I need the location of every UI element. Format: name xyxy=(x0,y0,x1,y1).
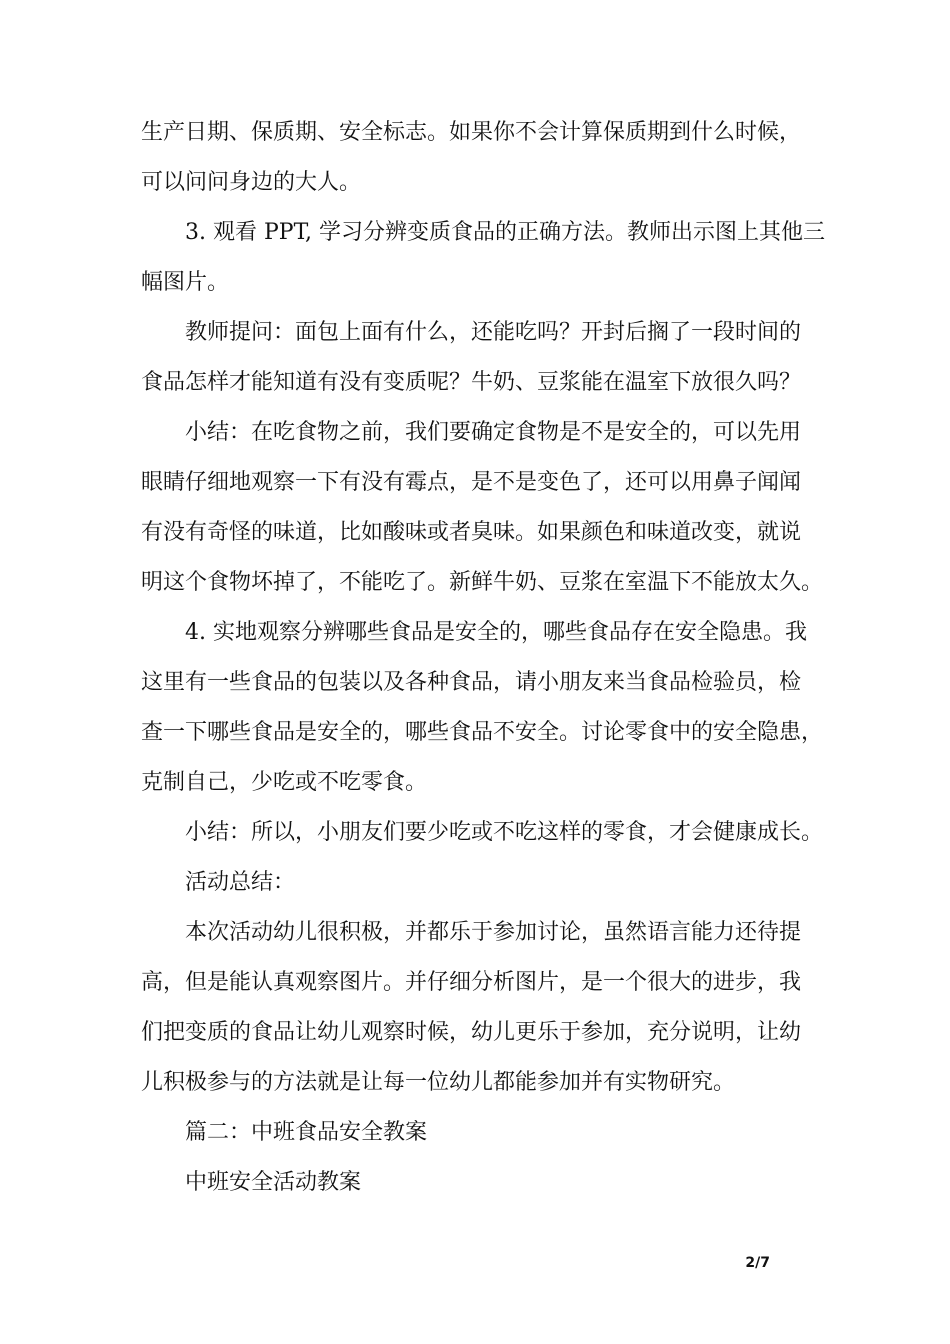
text-line: 3. 观看 PPT, 学习分辨变质食品的正确方法。教师出示图上其他三 xyxy=(185,220,826,245)
text-line: 儿积极参与的方法就是让每一位幼儿都能参加并有实物研究。 xyxy=(141,1070,736,1095)
text-line: 食品怎样才能知道有没有变质呢？牛奶、豆浆能在温室下放很久吗？ xyxy=(141,370,802,395)
text-line: 可以问问身边的大人。 xyxy=(141,170,362,195)
text-line: 们把变质的食品让幼儿观察时候，幼儿更乐于参加，充分说明，让幼 xyxy=(141,1020,802,1045)
text-line: 本次活动幼儿很积极，并都乐于参加讨论，虽然语言能力还待提 xyxy=(185,920,802,945)
text-line: 活动总结： xyxy=(185,870,296,895)
text-line: 幅图片。 xyxy=(141,270,230,295)
text-line: 明这个食物坏掉了，不能吃了。新鲜牛奶、豆浆在室温下不能放太久。 xyxy=(141,570,824,595)
text-line: 这里有一些食品的包装以及各种食品，请小朋友来当食品检验员，检 xyxy=(141,670,802,695)
text-line: 中班安全活动教案 xyxy=(185,1170,362,1195)
text-line: 眼睛仔细地观察一下有没有霉点，是不是变色了，还可以用鼻子闻闻 xyxy=(141,470,802,495)
text-line: 篇二：中班食品安全教案 xyxy=(185,1120,428,1145)
text-line: 小结：在吃食物之前，我们要确定食物是不是安全的，可以先用 xyxy=(185,420,802,445)
text-line: 查一下哪些食品是安全的，哪些食品不安全。讨论零食中的安全隐患， xyxy=(141,720,824,745)
text-line: 4. 实地观察分辨哪些食品是安全的，哪些食品存在安全隐患。我 xyxy=(185,620,807,645)
text-line: 教师提问：面包上面有什么，还能吃吗？开封后搁了一段时间的 xyxy=(185,320,802,345)
text-line: 生产日期、保质期、安全标志。如果你不会计算保质期到什么时候， xyxy=(141,120,802,145)
text-line: 克制自己，少吃或不吃零食。 xyxy=(141,770,428,795)
text-line: 高，但是能认真观察图片。并仔细分析图片，是一个很大的进步，我 xyxy=(141,970,802,995)
document-body xyxy=(141,108,825,1208)
page-number: 2/7 xyxy=(745,1255,770,1271)
text-line: 有没有奇怪的味道，比如酸味或者臭味。如果颜色和味道改变，就说 xyxy=(141,520,802,545)
text-line: 小结：所以，小朋友们要少吃或不吃这样的零食，才会健康成长。 xyxy=(185,820,824,845)
